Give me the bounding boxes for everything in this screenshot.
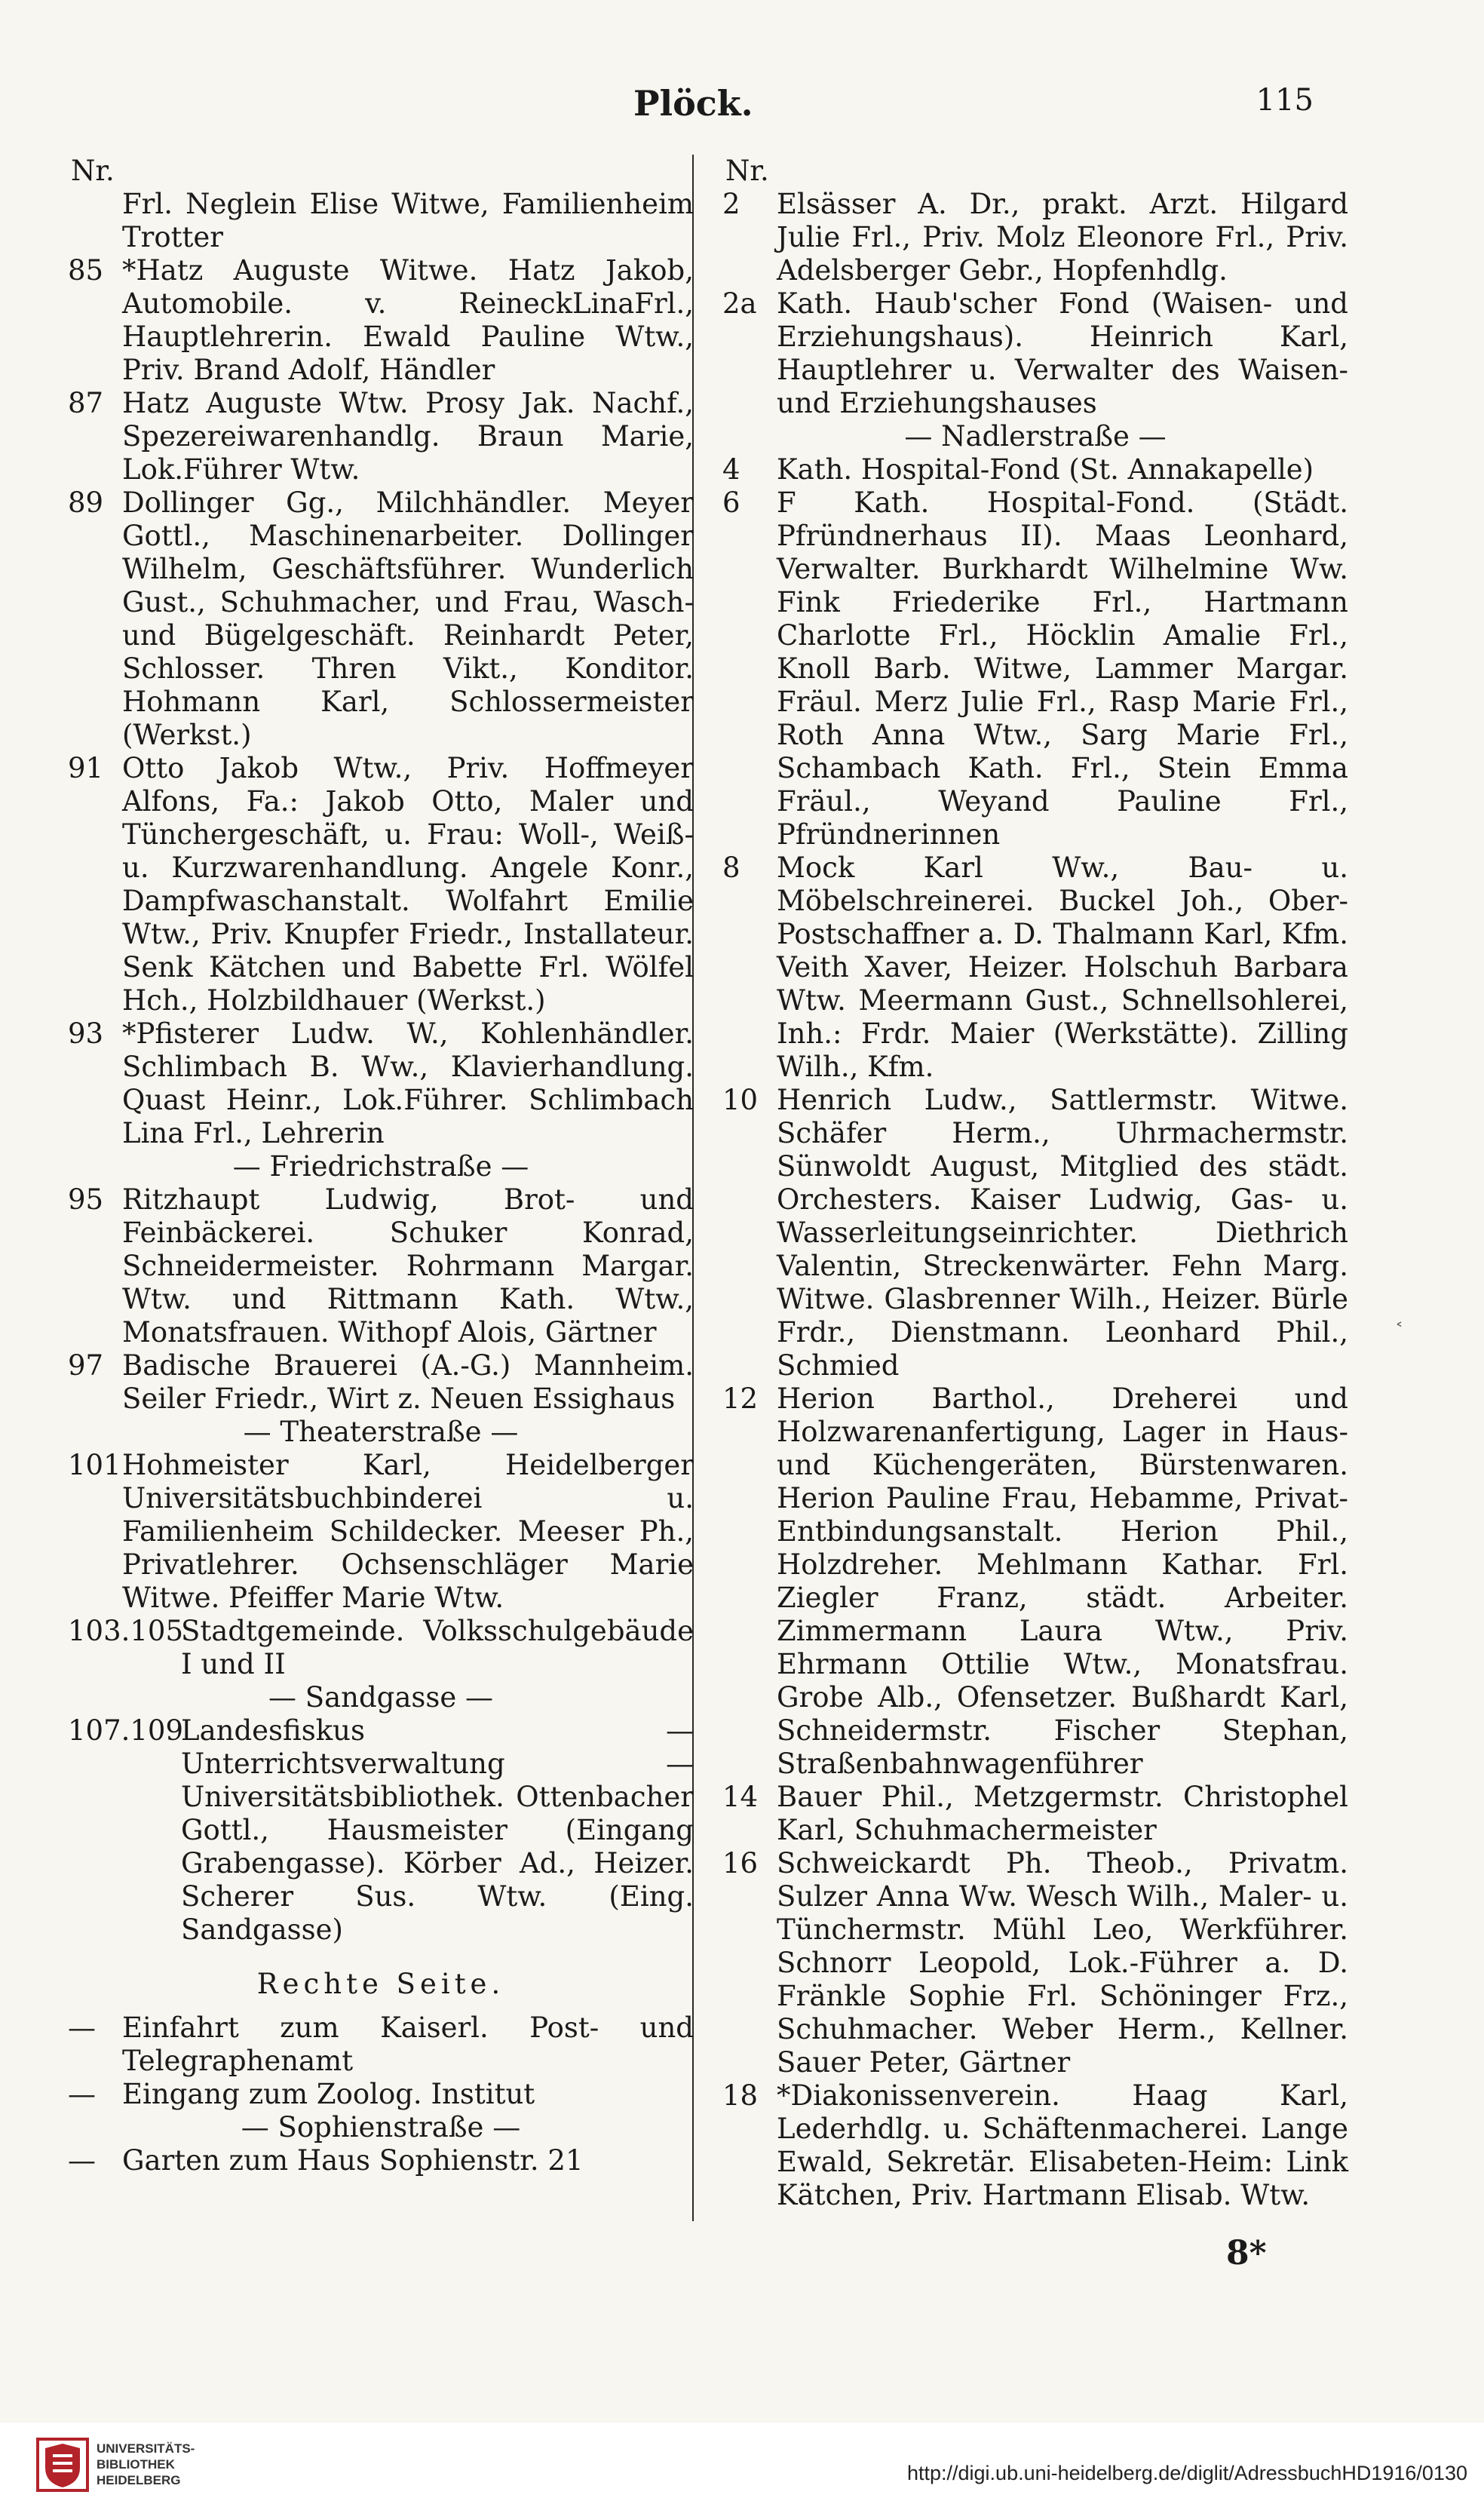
entry-text: Hatz Auguste Wtw. Prosy Jak. Nachf., Spezereiwarenhandlg. Braun Marie, Lok.Führer Wtw. [122,387,694,486]
street-heading: — Sandgasse — [268,1681,494,1714]
library-name-line: UNIVERSITÄTS- [97,2441,195,2456]
house-number: 18 [722,2079,759,2112]
entry-text: Badische Brauerei (A.-G.) Mannheim. Seiler Friedr., Wirt z. Neuen Essighaus [122,1349,694,1415]
house-number: — [68,2144,96,2177]
entry [68,1349,694,1416]
entry [68,1183,694,1349]
entry-text: Kath. Haub'scher Fond (Waisen- und Erziehungshaus). Heinrich Karl, Hauptlehrer u. Verwalter des Waisen- und Erziehungshauses [777,287,1348,419]
entry [722,287,1348,420]
house-number: 16 [722,1847,759,1879]
house-number: 93 [68,1017,104,1050]
entry-text: Henrich Ludw., Sattlermstr. Witwe. Schäfer Herm., Uhrmachermstr. Sünwoldt August, Mitglied des städt. Orchesters. Kaiser Ludwig, Gas- u. Wasserleitungseinrichter. Diethrich Valentin, Streckenwärter. Fehn Marg. Witwe. Glasbrenner Wilh., Heizer. Bürle Frdr., Dienstmann. Leonhard Phil., Schmied [777,1084,1348,1382]
street-heading: — Friedrichstraße — [232,1150,529,1183]
right-column [722,155,1348,2212]
house-number: 103.105 [68,1615,184,1647]
house-number: 2 [722,188,740,220]
library-name [97,2441,195,2488]
page-header [0,83,1484,136]
section-title: Rechte Seite. [256,1968,505,2000]
sheet-signature: 8* [1226,2234,1267,2272]
entry-text: Hohmeister Karl, Heidelberger Universitätsbuchbinderei u. Familienheim Schildecker. Meeser Ph., Privatlehrer. Ochsenschläger Marie Witwe. Pfeiffer Marie Wtw. [122,1449,694,1614]
entry-text: Bauer Phil., Metzgermstr. Christophel Karl, Schuhmachermeister [777,1781,1348,1846]
entry-text: *Hatz Auguste Witwe. Hatz Jakob, Automobile. v. ReineckLinaFrl., Hauptlehrerin. Ewald Pauline Wtw., Priv. Brand Adolf, Händler [122,254,694,386]
page-number: 115 [1256,83,1314,118]
entry-text: Elsässer A. Dr., prakt. Arzt. Hilgard Julie Frl., Priv. Molz Eleonore Frl., Priv. Adelsberger Gebr., Hopfenhdlg. [777,188,1348,287]
left-column [68,155,694,2177]
entry-text: Eingang zum Zoolog. Institut [122,2078,535,2110]
house-number: 101 [68,1449,121,1481]
entry-text: Kath. Hospital-Fond (St. Annakapelle) [777,453,1314,486]
street-heading: — Nadlerstraße — [904,420,1167,453]
house-number: 10 [722,1084,759,1116]
nr-label: Nr. [71,155,115,187]
entry [722,1084,1348,1382]
entry [68,1449,694,1615]
entry-text: Landesfiskus — Unterrichtsverwaltung — Universitätsbibliothek. Ottenbacher Gottl., Hausmeister (Eingang Grabengasse). Körber Ad., Heizer. Scherer Sus. Wtw. (Eing. Sandgasse) [181,1714,694,1946]
house-number: — [68,2078,96,2110]
entry [722,1382,1348,1781]
entry-text: Schweickardt Ph. Theob., Privatm. Sulzer Anna Ww. Wesch Wilh., Maler- u. Tünchermstr. Mühl Leo, Werkführer. Schnorr Leopold, Lok.-Führer a. D. Fränkle Sophie Frl. Schöninger Frz., Schuhmacher. Weber Herm., Kellner. Sauer Peter, Gärtner [777,1847,1348,2079]
source-url-link[interactable]: http://digi.ub.uni-heidelberg.de/diglit/AdressbuchHD1916/0130 [906,2462,1467,2484]
house-number: 95 [68,1183,104,1216]
entry-text: Mock Karl Ww., Bau- u. Möbelschreinerei. Buckel Joh., Ober-Postschaffner a. D. Thalmann Karl, Kfm. Veith Xaver, Heizer. Holschuh Barbara Wtw. Meermann Gust., Schnellsohlerei, Inh.: Frdr. Maier (Werkstätte). Zilling Wilh., Kfm. [777,852,1348,1083]
entry [68,2011,694,2078]
house-number: 97 [68,1349,104,1382]
house-number: — [68,2011,96,2044]
house-number: 14 [722,1781,759,1813]
entry [68,1017,694,1150]
entry-text: *Pfisterer Ludw. W., Kohlenhändler. Schlimbach B. Ww., Klavierhandlung. Quast Heinr., Lok.Führer. Schlimbach Lina Frl., Lehrerin [122,1017,694,1149]
entry [68,2078,694,2111]
entry-text: Dollinger Gg., Milchhändler. Meyer Gottl., Maschinenarbeiter. Dollinger Wilhelm, Geschäftsführer. Wunderlich Gust., Schuhmacher, und Frau, Wasch- und Bügelgeschäft. Reinhardt Peter, Schlosser. Thren Vikt., Konditor. Hohmann Karl, Schlossermeister (Werkst.) [122,486,694,751]
entry-text: Stadtgemeinde. Volksschulgebäude I und II [181,1615,694,1680]
house-number: 107.109 [68,1714,184,1747]
house-number: 87 [68,387,104,419]
entry [68,387,694,486]
house-number: 89 [68,486,104,519]
entry [722,1781,1348,1847]
street-heading: — Theaterstraße — [243,1416,519,1448]
library-name-line: BIBLIOTHEK [97,2457,175,2472]
entry-text: Otto Jakob Wtw., Priv. Hoffmeyer Alfons, Fa.: Jakob Otto, Maler und Tünchergeschäft, u. Frau: Woll-, Weiß- u. Kurzwarenhandlung. Angele Konr., Dampfwaschanstalt. Wolfahrt Emilie Wtw., Priv. Knupfer Friedr., Installateur. Senk Kätchen und Babette Frl. Wölfel Hch., Holzbildhauer (Werkst.) [122,752,694,1017]
house-number: 91 [68,752,104,784]
house-number: 2a [722,287,757,320]
entry [722,453,1348,486]
entry-text: Einfahrt zum Kaiserl. Post- und Telegraphenamt [122,2011,694,2077]
entry [68,752,694,1017]
entry [722,486,1348,852]
library-logo-icon [36,2438,89,2492]
page-title: Plöck. [633,83,753,124]
entry-text: Ritzhaupt Ludwig, Brot- und Feinbäckerei. Schuker Konrad, Schneidermeister. Rohrmann Margar. Wtw. und Rittmann Kath. Wtw., Monatsfrauen. Withopf Alois, Gärtner [122,1183,694,1349]
entry [68,2144,694,2177]
house-number: 85 [68,254,104,287]
house-number: 8 [722,852,740,884]
entry [68,1714,694,1947]
stray-mark: ˂ [1395,1321,1403,1340]
entry-text: *Diakonissenverein. Haag Karl, Lederhdlg. u. Schäftenmacherei. Lange Ewald, Sekretär. Elisabeten-Heim: Link Kätchen, Priv. Hartmann Elisab. Wtw. [777,2079,1348,2211]
entry [68,486,694,752]
intro-entry: Frl. Neglein Elise Witwe, Familienheim Trotter [122,188,694,253]
house-number: 6 [722,486,740,519]
house-number: 4 [722,453,740,486]
entry [722,852,1348,1084]
entry-text: Herion Barthol., Dreherei und Holzwarenanfertigung, Lager in Haus- und Küchengeräten, Bürstenwaren. Herion Pauline Frau, Hebamme, Privat-Entbindungsanstalt. Herion Phil., Holzdreher. Mehlmann Kathar. Frl. Ziegler Franz, städt. Arbeiter. Zimmermann Laura Wtw., Priv. Ehrmann Ottilie Wtw., Monatsfrau. Grobe Alb., Ofensetzer. Bußhardt Karl, Schneidermstr. Fischer Stephan, Straßenbahnwagenführer [777,1382,1348,1780]
entry [722,1847,1348,2079]
entry [68,254,694,387]
house-number: 12 [722,1382,759,1415]
entry-text: F Kath. Hospital-Fond. (Städt. Pfründnerhaus II). Maas Leonhard, Verwalter. Burkhardt Wilhelmine Ww. Fink Friederike Frl., Hartmann Charlotte Frl., Höcklin Amalie Frl., Knoll Barb. Witwe, Lammer Margar. Fräul. Merz Julie Frl., Rasp Marie Frl., Roth Anna Wtw., Sarg Marie Frl., Schambach Kath. Frl., Stein Emma Fräul., Weyand Pauline Frl., Pfründnerinnen [777,486,1348,851]
entry [722,188,1348,287]
entry [722,2079,1348,2212]
entry [68,1615,694,1681]
street-heading: — Sophienstraße — [241,2111,521,2143]
library-name-line: HEIDELBERG [97,2473,181,2487]
entry-text: Garten zum Haus Sophienstr. 21 [122,2144,584,2177]
nr-label: Nr. [725,155,769,187]
